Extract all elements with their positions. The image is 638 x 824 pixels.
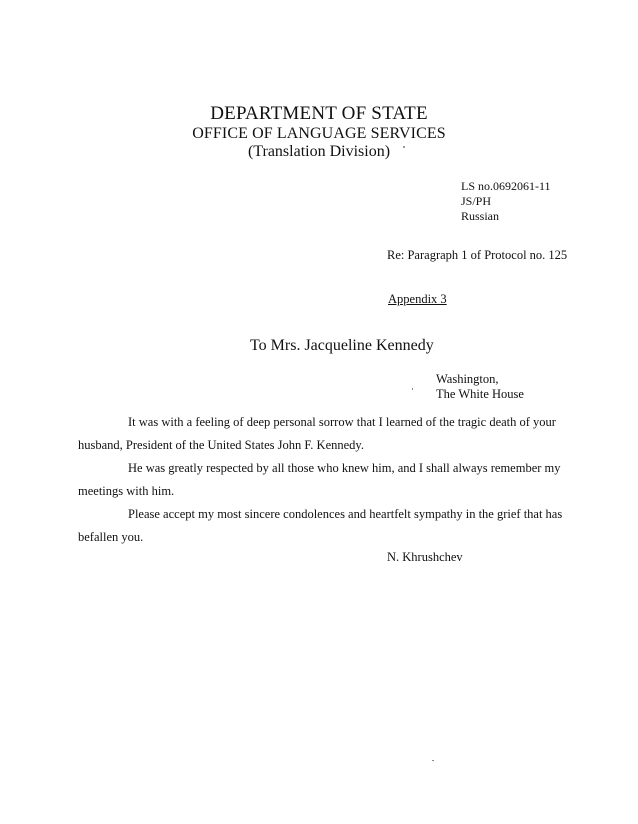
source-language: Russian xyxy=(461,209,500,223)
paragraph-2-line-1: He was greatly respected by all those who knew him, and I shall always remember my xyxy=(128,461,561,475)
place-city: Washington, xyxy=(436,372,499,386)
signature: N. Khrushchev xyxy=(387,550,463,564)
office-heading: OFFICE OF LANGUAGE SERVICES xyxy=(192,125,446,142)
initials: JS/PH xyxy=(461,194,492,208)
scan-speck xyxy=(403,146,405,148)
paragraph-1-line-1: It was with a feeling of deep personal sorrow that I learned of the tragic death of your xyxy=(128,415,556,429)
division-heading: (Translation Division) xyxy=(247,143,391,160)
ls-number: LS no.0692061-11 xyxy=(461,179,551,193)
place-building: The White House xyxy=(436,387,524,401)
paragraph-3-line-1: Please accept my most sincere condolences and heartfelt sympathy in the grief that has xyxy=(128,507,563,521)
paragraph-2-line-2: meetings with him. xyxy=(78,484,175,498)
paragraph-1-line-2: husband, President of the United States John F. Kennedy. xyxy=(78,438,364,452)
re-line: Re: Paragraph 1 of Protocol no. 125 xyxy=(387,248,568,262)
appendix-label: Appendix 3 xyxy=(388,292,447,306)
paragraph-3-line-2: befallen you. xyxy=(78,530,144,544)
scan-speck xyxy=(432,760,434,761)
addressee: To Mrs. Jacqueline Kennedy xyxy=(250,337,434,354)
scan-speck xyxy=(412,388,413,390)
department-heading: DEPARTMENT OF STATE xyxy=(210,103,428,124)
